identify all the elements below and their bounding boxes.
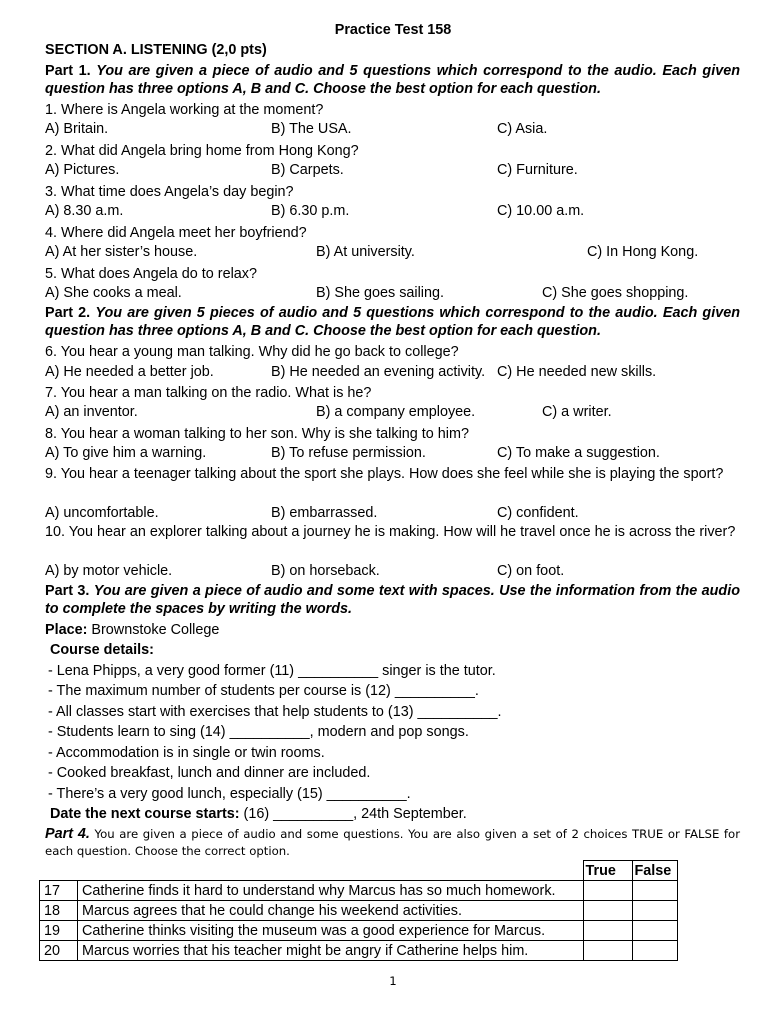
option-a: A) To give him a warning. — [45, 445, 207, 461]
option-b: B) He needed an evening activity. — [271, 364, 486, 380]
question-1: 1. Where is Angela working at the moment? — [45, 102, 324, 118]
row-statement: Marcus agrees that he could change his weekend activities. — [78, 901, 584, 921]
page-number: 1 — [389, 974, 397, 988]
section-a-heading: SECTION A. LISTENING (2,0 pts) — [45, 42, 267, 58]
true-answer-cell[interactable] — [583, 901, 632, 921]
option-b: B) Carpets. — [271, 162, 344, 178]
option-c: C) 10.00 a.m. — [497, 203, 585, 219]
part2-instruction-text: You are given 5 pieces of audio and 5 questions which correspond to the audio. Each given question has three options A, B and C. Choose the best option for each question. — [45, 305, 741, 339]
row-number: 17 — [40, 881, 78, 901]
detail-item-accommodation: - Accommodation is in single or twin rooms. — [48, 745, 325, 761]
place-value: Brownstoke College — [91, 622, 220, 638]
question-9: 9. You hear a teenager talking about the sport she plays. How does she feel while she is playing the sport? — [45, 466, 724, 482]
detail-item-11: - Lena Phipps, a very good former (11) __________ singer is the tutor. — [48, 663, 496, 679]
question-4: 4. Where did Angela meet her boyfriend? — [45, 225, 307, 241]
option-c: C) on foot. — [497, 563, 565, 579]
detail-item-meals: - Cooked breakfast, lunch and dinner are included. — [48, 765, 371, 781]
question-10: 10. You hear an explorer talking about a journey he is making. How will he travel once he is across the river? — [45, 524, 736, 540]
false-column-header: False — [632, 861, 677, 881]
false-answer-cell[interactable] — [632, 941, 677, 961]
false-answer-cell[interactable] — [632, 921, 677, 941]
option-a: A) uncomfortable. — [45, 505, 159, 521]
place-label: Place: — [45, 622, 88, 638]
table-row — [40, 901, 678, 921]
true-answer-cell[interactable] — [583, 921, 632, 941]
option-b: B) To refuse permission. — [271, 445, 426, 461]
option-b: B) 6.30 p.m. — [271, 203, 350, 219]
part2-instruction — [45, 304, 740, 340]
question-2: 2. What did Angela bring home from Hong Kong? — [45, 143, 359, 159]
option-c: C) He needed new skills. — [497, 364, 657, 380]
part4-instruction — [45, 826, 740, 860]
question-5: 5. What does Angela do to relax? — [45, 266, 258, 282]
option-b: B) At university. — [316, 244, 415, 260]
detail-item-15: - There’s a very good lunch, especially (15) __________. — [48, 786, 411, 802]
part4-label: Part 4. — [45, 826, 90, 842]
option-a: A) Britain. — [45, 121, 109, 137]
part1-instruction — [45, 62, 740, 98]
part4-instruction-text: You are given a piece of audio and some questions. You are also given a set of 2 choices TRUE or FALSE for each question. Choose the correct option. — [45, 827, 740, 858]
true-answer-cell[interactable] — [583, 881, 632, 901]
option-c: C) In Hong Kong. — [587, 244, 699, 260]
question-3: 3. What time does Angela’s day begin? — [45, 184, 294, 200]
table-row — [40, 941, 678, 961]
part3-label: Part 3. — [45, 583, 90, 599]
option-a: A) an inventor. — [45, 404, 138, 420]
place-line — [45, 621, 740, 639]
option-a: A) by motor vehicle. — [45, 563, 173, 579]
question-7: 7. You hear a man talking on the radio. What is he? — [45, 385, 372, 401]
question-6: 6. You hear a young man talking. Why did he go back to college? — [45, 344, 459, 360]
row-statement: Catherine finds it hard to understand why Marcus has so much homework. — [78, 881, 584, 901]
option-c: C) She goes shopping. — [542, 285, 689, 301]
row-number: 20 — [40, 941, 78, 961]
detail-item-13: - All classes start with exercises that help students to (13) __________. — [48, 704, 502, 720]
row-statement: Marcus worries that his teacher might be angry if Catherine helps him. — [78, 941, 584, 961]
option-c: C) a writer. — [542, 404, 612, 420]
option-a: A) She cooks a meal. — [45, 285, 182, 301]
option-c: C) Furniture. — [497, 162, 578, 178]
option-a: A) He needed a better job. — [45, 364, 214, 380]
option-b: B) She goes sailing. — [316, 285, 444, 301]
option-b: B) on horseback. — [271, 563, 380, 579]
page-title: Practice Test 158 — [334, 22, 452, 38]
false-answer-cell[interactable] — [632, 881, 677, 901]
course-date-line — [50, 805, 745, 823]
detail-item-14: - Students learn to sing (14) __________, modern and pop songs. — [48, 724, 469, 740]
option-c: C) Asia. — [497, 121, 548, 137]
option-c: C) confident. — [497, 505, 579, 521]
false-answer-cell[interactable] — [632, 901, 677, 921]
row-number: 19 — [40, 921, 78, 941]
true-column-header: True — [583, 861, 632, 881]
option-a: A) Pictures. — [45, 162, 120, 178]
table-row — [40, 921, 678, 941]
part3-instruction — [45, 582, 740, 618]
detail-item-12: - The maximum number of students per course is (12) __________. — [48, 683, 479, 699]
row-number: 18 — [40, 901, 78, 921]
date-value: (16) __________, 24th September. — [243, 806, 467, 822]
option-a: A) At her sister’s house. — [45, 244, 198, 260]
row-statement: Catherine thinks visiting the museum was a good experience for Marcus. — [78, 921, 584, 941]
option-c: C) To make a suggestion. — [497, 445, 660, 461]
true-false-table — [39, 860, 678, 961]
question-8: 8. You hear a woman talking to her son. Why is she talking to him? — [45, 426, 469, 442]
date-label: Date the next course starts: — [50, 806, 240, 822]
table-header-row — [40, 861, 678, 881]
option-a: A) 8.30 a.m. — [45, 203, 124, 219]
option-b: B) a company employee. — [316, 404, 476, 420]
part1-instruction-text: You are given a piece of audio and 5 questions which correspond to the audio. Each given question has three options A, B and C. Choose the best option for each question. — [45, 63, 741, 97]
option-b: B) The USA. — [271, 121, 352, 137]
table-row — [40, 881, 678, 901]
true-answer-cell[interactable] — [583, 941, 632, 961]
course-details-heading: Course details: — [50, 642, 154, 658]
part2-label: Part 2. — [45, 305, 91, 321]
option-b: B) embarrassed. — [271, 505, 378, 521]
part1-label: Part 1. — [45, 63, 91, 79]
part3-instruction-text: You are given a piece of audio and some text with spaces. Use the information from the audio to complete the spaces by writing the words. — [45, 583, 741, 617]
